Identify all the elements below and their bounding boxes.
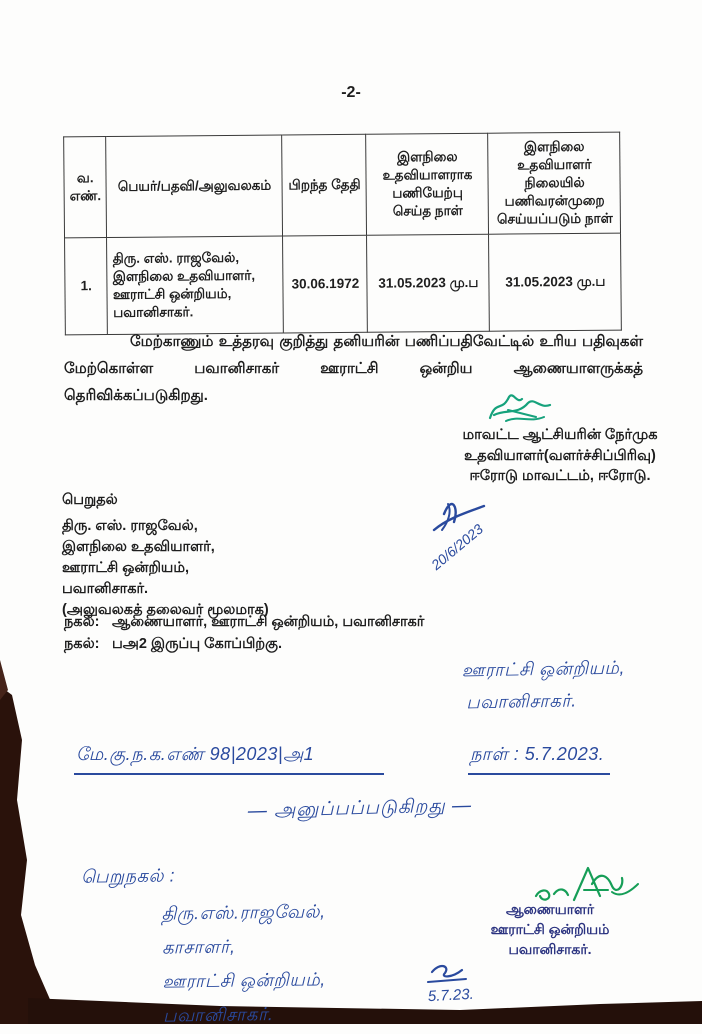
copy-text: ஆணையாளர், ஊராட்சி ஒன்றியம், பவானிசாகர் <box>112 614 425 630</box>
service-details-table <box>63 132 622 336</box>
reference-number: மே.கு.ந.க.எண் 98|2023|அ1 <box>74 744 384 775</box>
body-paragraph: மேற்காணும் உத்தரவு குறித்து தனியரின் பணிப்பதிவேட்டில் உரிய பதிவுகள் மேற்கொள்ள பவானிசாகர் ஊராட்சி ஒன்றிய ஆணையாளருக்கத் தெரிவிக்கப்படுகிறது. <box>64 333 643 404</box>
signatory-line: மாவட்ட ஆட்சியரின் நேர்முக <box>462 427 658 443</box>
recipient-line: காசாளர், <box>161 936 236 958</box>
name-line: ஊராட்சி ஒன்றியம், <box>112 285 232 303</box>
handwritten-office-lines <box>461 652 625 719</box>
copy-distribution-block <box>64 611 424 655</box>
header-date-of-regularization: இளநிலை உதவியாளர் நிலையில் பணிவரன்முறை செய்யப்படும் நாள் <box>488 132 621 234</box>
signatory-line: ஈரோடு மாவட்டம், ஈரோடு. <box>469 468 651 484</box>
header-name-designation-office: பெயர்/பதவி/அலுவலகம் <box>106 135 283 238</box>
stamp-line: பவானிசாகர். <box>508 941 592 957</box>
receipt-heading: பெறுதல் <box>62 492 118 508</box>
cell-name-designation-office <box>107 236 284 335</box>
handwritten-recipient-block <box>81 856 327 1033</box>
signatory-line: உதவியாளர்(வளர்ச்சிப்பிரிவு) <box>464 447 656 464</box>
officer-signature-green <box>482 390 556 430</box>
receipt-line: (அலுவலகத் தலைவர் மூலமாக) <box>62 602 269 618</box>
receipt-block <box>62 490 269 621</box>
copy-text: பஅ2 இருப்பு கோப்பிற்கு. <box>112 636 283 652</box>
handwritten-line: பவானிசாகர். <box>466 690 577 713</box>
recipient-line: பவானிசாகர். <box>162 1004 274 1026</box>
handwritten-line: ஊராட்சி ஒன்றியம், <box>461 657 626 681</box>
signature-date-text: 5.7.23. <box>427 985 475 1006</box>
recipient-line: திரு.எஸ்.ராஜவேல், <box>161 901 326 924</box>
cell-date-of-regularization: 31.05.2023 மு.ப <box>489 233 622 331</box>
handwritten-reference-line <box>74 744 610 775</box>
copy-label: நகல்: <box>64 614 100 630</box>
reference-date: நாள் : 5.7.2023. <box>468 744 610 775</box>
office-stamp <box>468 899 632 959</box>
name-line: பவானிசாகர். <box>113 304 194 321</box>
recipient-heading: பெறுநகல் : <box>80 865 176 887</box>
signature-date-text: 20/6/2023 <box>428 520 487 573</box>
table-row <box>65 233 622 335</box>
header-serial-number: வ. எண். <box>64 137 107 238</box>
cell-date-of-joining: 31.05.2023 மு.ப <box>367 234 490 332</box>
handwritten-forwarded-note: — அனுப்பப்படுகிறது — <box>247 795 473 822</box>
receipt-line: ஊராட்சி ஒன்றியம், <box>62 560 190 576</box>
cell-date-of-birth: 30.06.1972 <box>283 235 368 333</box>
stamp-line: ஊராட்சி ஒன்றியம் <box>490 921 610 937</box>
page-number: -2- <box>341 84 361 101</box>
recipient-line: ஊராட்சி ஒன்றியம், <box>162 969 326 992</box>
receipt-line: பவானிசாகர். <box>62 581 149 597</box>
receipt-line: இளநிலை உதவியாளர், <box>62 539 215 555</box>
copy-line <box>64 611 424 633</box>
header-date-of-birth: பிறந்த தேதி <box>282 134 367 236</box>
header-date-of-joining: இளநிலை உதவியாளராக பணியேற்பு செய்த நாள் <box>366 133 489 235</box>
received-signature-with-date <box>414 486 510 576</box>
table-header-row <box>64 132 621 238</box>
copy-line <box>64 633 424 655</box>
initials-with-date <box>420 958 490 1010</box>
copy-label: நகல்: <box>64 636 100 652</box>
signatory-designation-block <box>424 425 696 487</box>
stamp-line: ஆணையாளர் <box>505 901 595 917</box>
cell-serial-number: 1. <box>65 238 108 335</box>
name-line: இளநிலை உதவியாளர், <box>112 267 256 285</box>
receipt-line: திரு. எஸ். ராஜவேல், <box>62 518 198 534</box>
name-line: திரு. எஸ். ராஜவேல், <box>112 249 240 267</box>
